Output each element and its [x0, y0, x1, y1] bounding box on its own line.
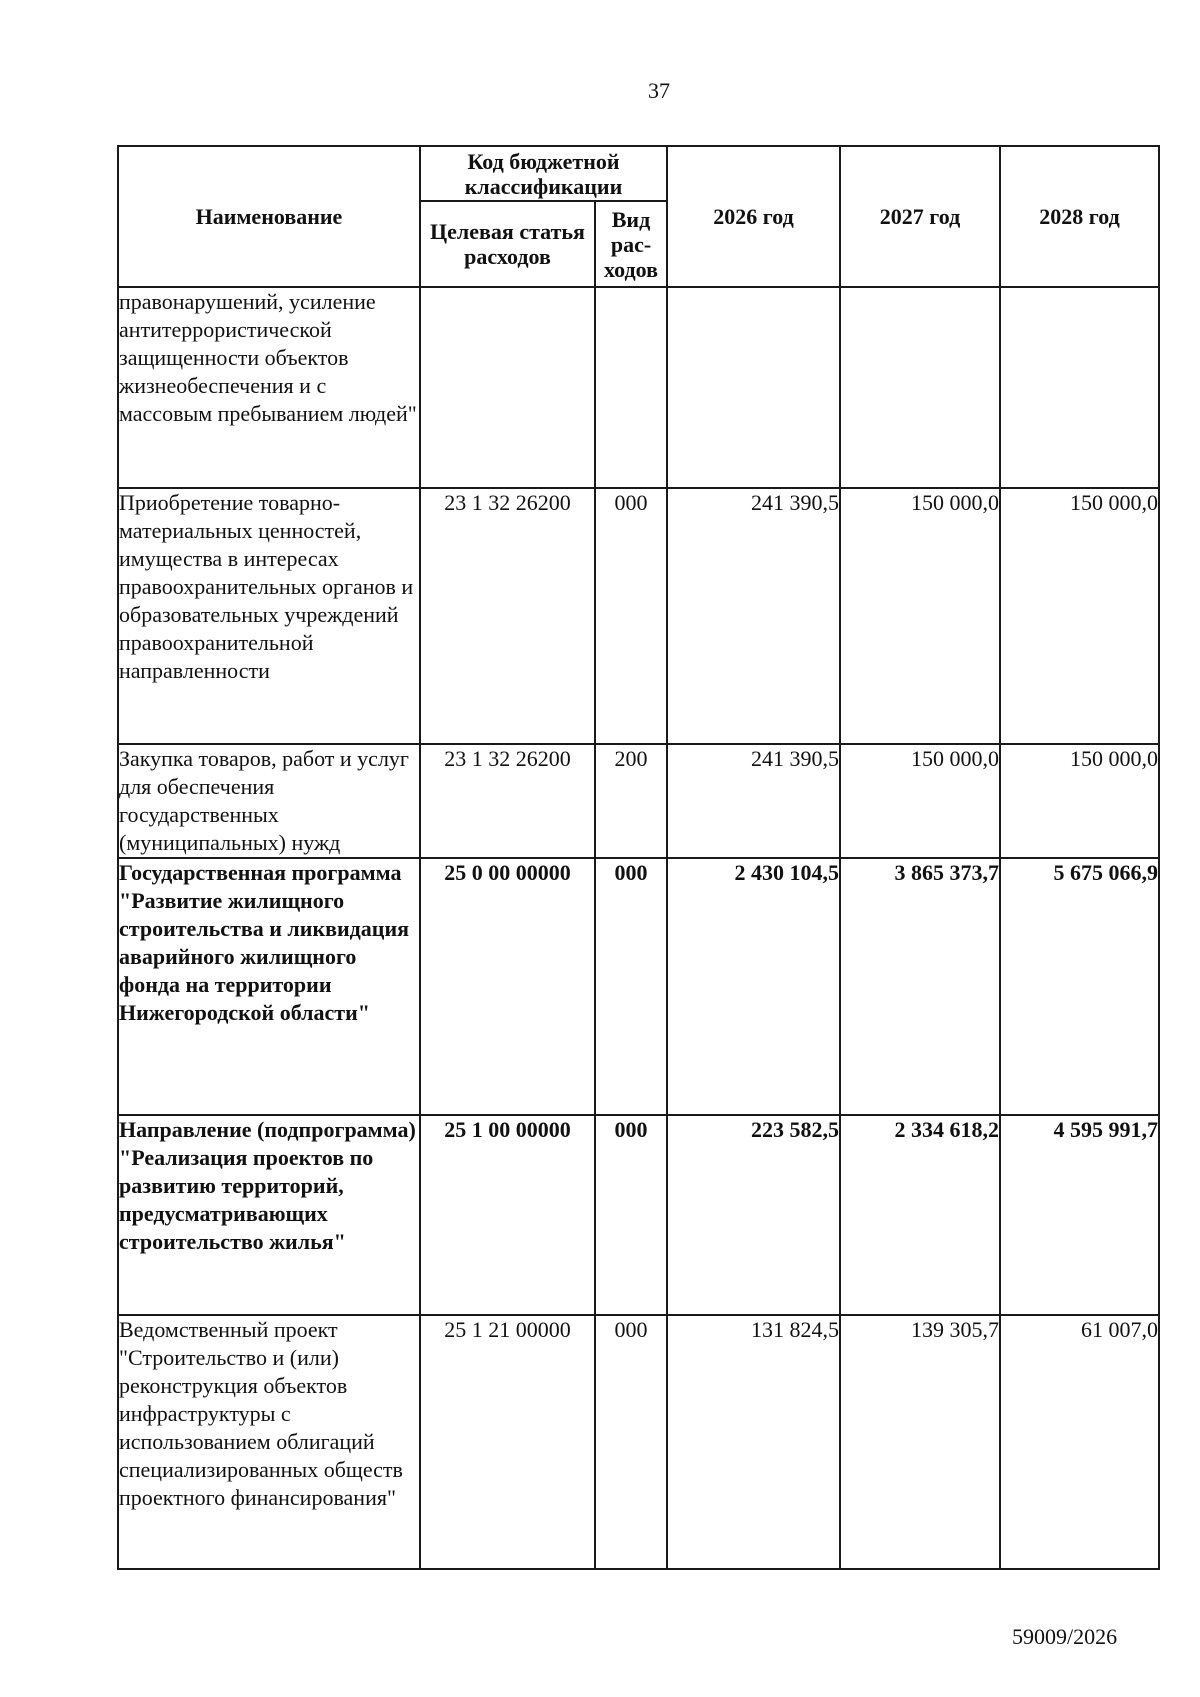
- row-name: Ведомственный проект "Строительство и (или) реконструкция объектов инфраструктуры с использованием облигаций специализированных обществ проектного финансирования": [118, 1315, 420, 1569]
- row-expense-type: 200: [595, 744, 667, 858]
- row-expense-type: 000: [595, 858, 667, 1115]
- row-target-article: [420, 287, 595, 488]
- row-2026: 131 824,5: [667, 1315, 840, 1569]
- header-2027: 2027 год: [840, 146, 1000, 287]
- row-target-article: 25 1 00 00000: [420, 1115, 595, 1315]
- header-expense-type: Вид рас-ходов: [595, 201, 667, 287]
- row-name: Закупка товаров, работ и услуг для обеспечения государственных (муниципальных) нужд: [118, 744, 420, 858]
- row-expense-type: [595, 287, 667, 488]
- row-2028: 61 007,0: [1000, 1315, 1159, 1569]
- budget-table: [117, 145, 1160, 1570]
- row-2027: 3 865 373,7: [840, 858, 1000, 1115]
- table-row: [118, 287, 1159, 488]
- row-target-article: 23 1 32 26200: [420, 744, 595, 858]
- row-name: Направление (подпрограмма) "Реализация проектов по развитию территорий, предусматривающих строительство жилья": [118, 1115, 420, 1315]
- table-row: [118, 488, 1159, 744]
- row-2026: 223 582,5: [667, 1115, 840, 1315]
- row-name: Государственная программа "Развитие жилищного строительства и ликвидация аварийного жилищного фонда на территории Нижегородской области": [118, 858, 420, 1115]
- row-2027: 139 305,7: [840, 1315, 1000, 1569]
- row-2027: 150 000,0: [840, 744, 1000, 858]
- row-2026: 241 390,5: [667, 744, 840, 858]
- header-2028: 2028 год: [1000, 146, 1159, 287]
- row-target-article: 25 0 00 00000: [420, 858, 595, 1115]
- row-2028: 5 675 066,9: [1000, 858, 1159, 1115]
- header-2026: 2026 год: [667, 146, 840, 287]
- row-expense-type: 000: [595, 1315, 667, 1569]
- row-2026: [667, 287, 840, 488]
- row-2028: 150 000,0: [1000, 744, 1159, 858]
- header-name: Наименование: [118, 146, 420, 287]
- row-expense-type: 000: [595, 488, 667, 744]
- table-row: [118, 744, 1159, 858]
- table-row: [118, 1315, 1159, 1569]
- header-code-group: Код бюджетной классификации: [420, 146, 667, 201]
- row-2027: 2 334 618,2: [840, 1115, 1000, 1315]
- row-2028: 150 000,0: [1000, 488, 1159, 744]
- row-2028: [1000, 287, 1159, 488]
- row-2026: 241 390,5: [667, 488, 840, 744]
- row-2027: [840, 287, 1000, 488]
- document-number: 59009/2026: [1012, 1624, 1118, 1649]
- row-target-article: 23 1 32 26200: [420, 488, 595, 744]
- header-target-article: Целевая статья расходов: [420, 201, 595, 287]
- page-number: 37: [648, 78, 670, 103]
- table-row: [118, 858, 1159, 1115]
- row-2026: 2 430 104,5: [667, 858, 840, 1115]
- row-name: правонарушений, усиление антитеррористической защищенности объектов жизнеобеспечения и с массовым пребыванием людей": [118, 287, 420, 488]
- row-2027: 150 000,0: [840, 488, 1000, 744]
- row-2028: 4 595 991,7: [1000, 1115, 1159, 1315]
- row-expense-type: 000: [595, 1115, 667, 1315]
- table-row: [118, 1115, 1159, 1315]
- row-name: Приобретение товарно-материальных ценностей, имущества в интересах правоохранительных органов и образовательных учреждений правоохранительной направленности: [118, 488, 420, 744]
- row-target-article: 25 1 21 00000: [420, 1315, 595, 1569]
